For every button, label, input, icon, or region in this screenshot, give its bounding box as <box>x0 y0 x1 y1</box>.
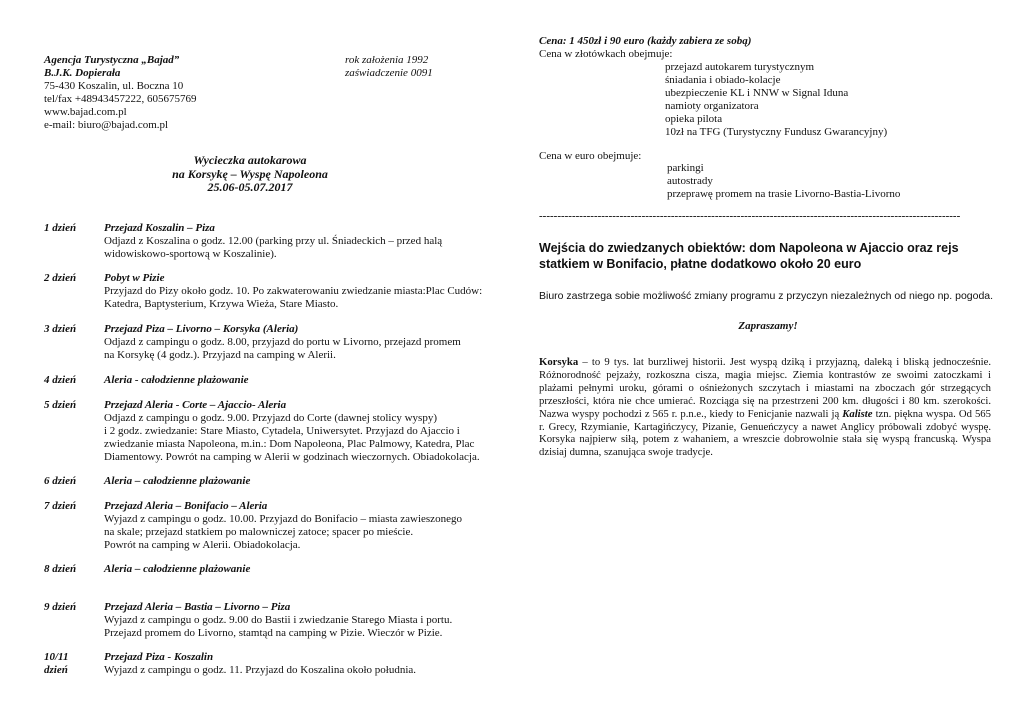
agency-website: www.bajad.com.pl <box>44 106 127 118</box>
day-text: Odjazd z campingu o godz. 8.00, przyjazd do portu w Livorno, przejazd promem <box>104 336 461 348</box>
day-text: Przyjazd do Pizy około godz. 10. Po zakwaterowaniu zwiedzanie miasta:Plac Cudów: <box>104 285 483 297</box>
day-number: 6 dzień <box>44 475 77 487</box>
day-text: Powrót na camping w Alerii. Obiadokolacja. <box>104 539 301 551</box>
trip-title <box>60 154 440 195</box>
list-item: opieka pilota <box>665 113 723 125</box>
trip-dates: 25.06-05.07.2017 <box>207 180 293 194</box>
agency-email: e-mail: biuro@bajad.com.pl <box>44 119 169 131</box>
day-text: Wyjazd z campingu o godz. 10.00. Przyjazd do Bonifacio – miasta zawieszonego <box>104 513 462 525</box>
corsica-text-part2: tzn. piękna wyspa. Od 565 r. Grecy, Rzymianie, Kartagińczycy, Pizanie, Genueńczycy a nawet Anglicy próbowali zdobyć wyspę. Korsyka najpierw siłą, potem z wahaniem, a wreszcie dobrowolnie stała się wyspą francuską. Wyspa dzisiaj dumna, szanująca swoje tradycje. <box>539 407 991 459</box>
entrance-fee-note: Wejścia do zwiedzanych obiektów: dom Napoleona w Ajaccio oraz rejs statkiem w Bonifacio, płatne dodatkowo około 20 euro <box>539 241 959 271</box>
day-title: Przejazd Aleria – Bonifacio – Aleria <box>104 500 268 512</box>
day-number: 10/11 dzień <box>44 651 69 676</box>
list-item: przejazd autokarem turystycznym <box>665 61 815 73</box>
day-text: na skale; przejazd statkiem po malowniczej zatoce; spacer po mieście. <box>104 526 414 538</box>
right-page <box>512 0 1024 724</box>
corsica-description <box>539 356 991 459</box>
day-number: 2 dzień <box>44 272 77 284</box>
trip-title-line2: na Korsykę – Wyspę Napoleona <box>172 166 328 181</box>
list-item: 10zł na TFG (Turystyczny Fundusz Gwarancyjny) <box>665 126 888 138</box>
day-number: 5 dzień <box>44 399 77 411</box>
agency-name: Agencja Turystyczna „Bajad” <box>44 54 180 66</box>
day-number: 1 dzień <box>44 222 77 234</box>
price-eur-label <box>539 150 641 163</box>
founded-year: rok założenia 1992 <box>345 54 429 66</box>
agency-owner: B.J.K. Dopierała <box>44 67 121 79</box>
price-eur-label-text: Cena w euro obejmuje: <box>539 150 642 162</box>
dashed-separator: ------------------------------------------------------------------------------------------------------------------- <box>539 210 961 222</box>
corsica-text-part1: – to 9 tys. lat burzliwej historii. Jest wyspą dziką i przyjazną, daleką i bliską jednocześnie. Różnorodność pejzaży, rozkoszna cisza, magia miejsc. Ziemia kontrastów ze swoimi zatoczkami i plażami pełnymi uroku, górami o ośnieżonych szczytach i miastami na zboczach gór strzegących przeszłości, która nie chce umierać. Rozciąga się na przestrzeni 200 km. długości i 80 km. szerokości. Nazwa wyspy pochodzi z 565 r. p.n.e., kiedy to Fenicjanie nazwali ją <box>539 356 991 420</box>
day-text: na Korsykę (4 godz.). Przyjazd na camping w Alerii. <box>104 349 336 361</box>
list-item: namioty organizatora <box>665 100 759 112</box>
agency-phone: tel/fax +48943457222, 605675769 <box>44 93 197 105</box>
certificate-number: zaświadczenie 0091 <box>345 67 433 79</box>
list-item: przeprawę promem na trasie Livorno-Bastia-Livorno <box>667 188 901 200</box>
day-text: Wyjazd z campingu o godz. 9.00 do Bastii i zwiedzanie Starego Miasta i portu. <box>104 614 453 626</box>
day-text: Odjazd z campingu o godz. 9.00. Przyjazd do Corte (dawnej stolicy wyspy) <box>104 412 437 424</box>
day-number: 3 dzień <box>44 323 77 335</box>
day-text: Katedra, Baptysterium, Krzywa Wieża, Stare Miasto. <box>104 298 339 310</box>
price-eur-list <box>667 162 900 201</box>
price-pln-list <box>665 61 887 139</box>
trip-title-line1: Wycieczka autokarowa <box>193 153 307 167</box>
day-number: 9 dzień <box>44 601 77 613</box>
day-text: Diamentowy. Powrót na camping w Alerii w godzinach wieczornych. Obiadokolacja. <box>104 451 480 463</box>
corsica-kaliste: Kaliste <box>842 407 873 420</box>
day-text: widowiskowo-sportową w Koszalinie). <box>104 248 277 260</box>
reservation-note: Biuro zastrzega sobie możliwość zmiany programu z przyczyn niezależnych od niego np. pogoda. <box>539 290 994 302</box>
agency-info <box>44 54 344 132</box>
day-text: zwiedzanie miasta Napoleona, m.in.: Dom Napoleona, Plac Palmowy, Katedra, Plac <box>104 438 475 450</box>
day-text: Przejazd promem do Livorno, stamtąd na camping w Pizie. Wieczór w Pizie. <box>104 627 443 639</box>
corsica-lead: Korsyka <box>539 356 579 368</box>
price-header: Cena: 1 450zł i 90 euro (każdy zabiera ze sobą) <box>539 35 752 47</box>
day-title: Przejazd Aleria - Corte – Ajaccio- Aleria <box>104 399 287 411</box>
day-title: Przejazd Piza – Livorno – Korsyka (Aleria) <box>104 323 299 335</box>
list-item: parkingi <box>667 162 704 174</box>
day-title: Pobyt w Pizie <box>104 272 165 284</box>
day-title: Przejazd Aleria – Bastia – Livorno – Piza <box>104 601 291 613</box>
agency-founded-info <box>345 54 495 80</box>
agency-address: 75-430 Koszalin, ul. Boczna 10 <box>44 80 184 92</box>
welcome-text: Zapraszamy! <box>738 320 798 332</box>
list-item: autostrady <box>667 175 713 187</box>
day-title: Aleria – całodzienne plażowanie <box>104 563 251 575</box>
day-number: 4 dzień <box>44 374 77 386</box>
day-title: Przejazd Piza - Koszalin <box>104 651 214 663</box>
day-title: Aleria – całodzienne plażowanie <box>104 475 251 487</box>
day-text: i 2 godz. zwiedzanie: Stare Miasto, Cytadela, Uniwersytet. Przyjazd do Ajaccio i <box>104 425 460 437</box>
day-text: Odjazd z Koszalina o godz. 12.00 (parking przy ul. Śniadeckich – przed halą <box>104 235 443 247</box>
list-item: śniadania i obiado-kolacje <box>665 74 781 86</box>
day-title: Przejazd Koszalin – Piza <box>104 222 215 234</box>
day-number: 8 dzień <box>44 563 77 575</box>
day-number: 7 dzień <box>44 500 77 512</box>
day-text: Wyjazd z campingu o godz. 11. Przyjazd do Koszalina około południa. <box>104 664 417 676</box>
list-item: ubezpieczenie KL i NNW w Signal Iduna <box>665 87 849 99</box>
day-title: Aleria - całodzienne plażowanie <box>104 374 249 386</box>
price-pln-label: Cena w złotówkach obejmuje: <box>539 48 673 60</box>
